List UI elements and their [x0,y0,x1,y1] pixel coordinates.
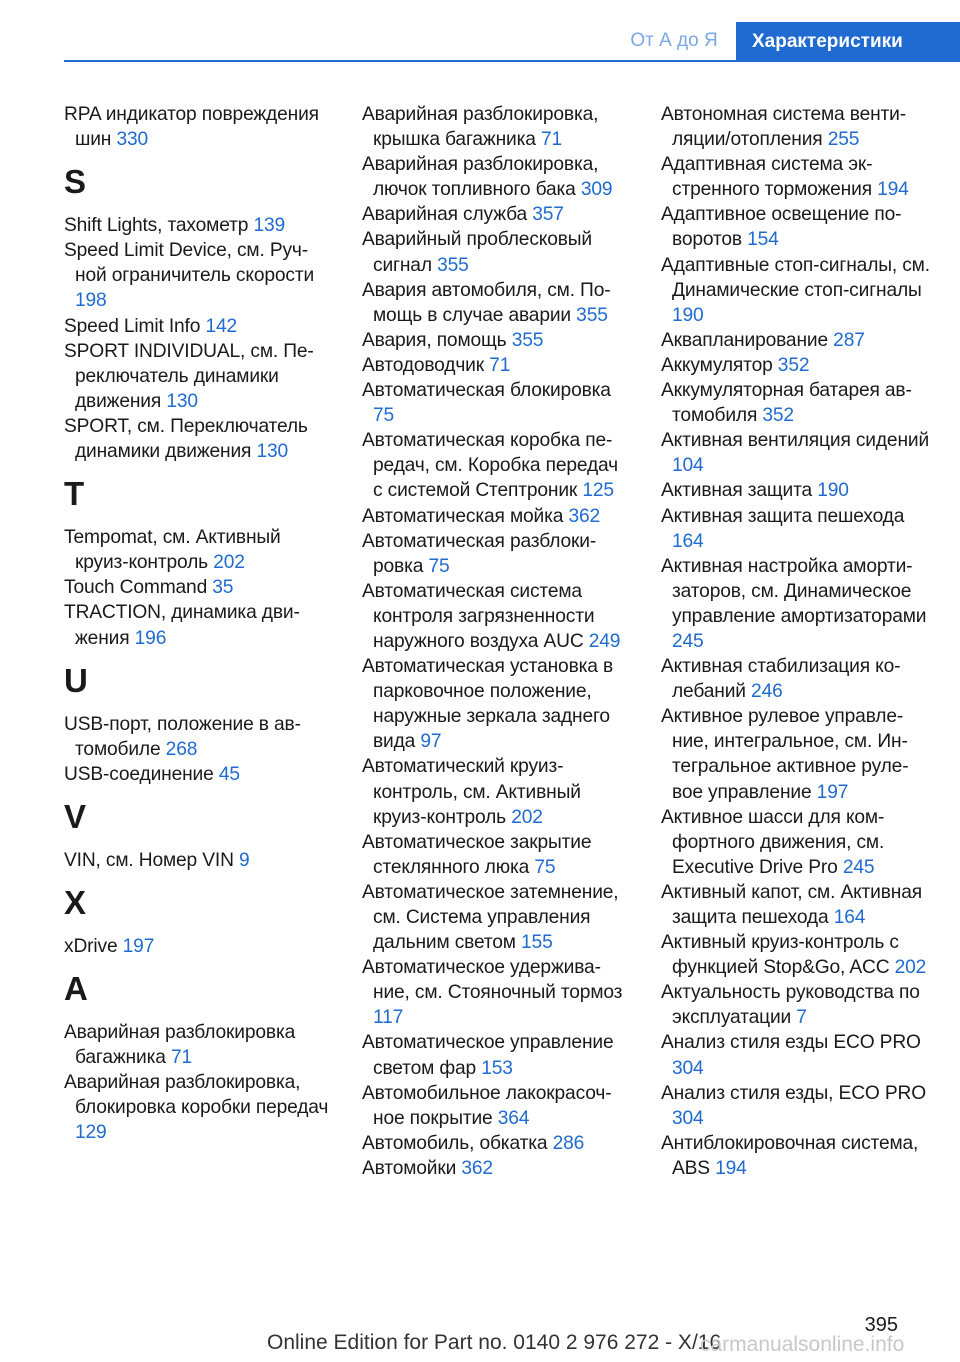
index-entry [64,848,332,873]
page-reference-link[interactable]: 364 [497,1107,530,1129]
page-reference-link[interactable]: 245 [842,856,875,878]
index-entry [661,328,931,353]
index-entry [362,504,630,529]
index-entry-text: SPORT, см. Переключатель динамики движения [64,415,308,463]
page-reference-link[interactable]: 164 [672,530,704,552]
watermark: carmanualsonline.info [700,1333,905,1356]
index-entry [661,1081,931,1131]
page-reference-link[interactable]: 286 [552,1132,585,1154]
index-entry [362,328,630,353]
index-entry [64,712,332,762]
page-reference-link[interactable]: 194 [877,179,909,201]
page-reference-link[interactable]: 355 [511,329,544,351]
index-entry [64,575,332,600]
index-entry [64,934,332,959]
index-column-1 [64,102,332,1146]
index-entry-text: Аварийная разблокировка, лючок топливного бака [362,154,599,201]
page-reference-link[interactable]: 129 [75,1122,107,1144]
page-reference-link[interactable]: 198 [75,290,107,312]
index-entry [661,152,931,202]
footer-edition-text: Online Edition for Part no. 0140 2 976 272 - X/16 [267,1331,722,1354]
index-entry [362,1131,630,1156]
index-entry [661,353,931,378]
page-reference-link[interactable]: 194 [715,1157,747,1179]
index-entry-text: VIN, см. Номер VIN [64,849,239,871]
page-reference-link[interactable]: 196 [134,627,167,649]
page-reference-link[interactable]: 355 [437,254,469,276]
index-entry-text: Аварийный проблесковый сигнал [362,229,592,276]
index-entry-text: Автоматическое закрытие стеклянного люка [362,831,592,878]
index-entry-text: Адаптивные стоп-сигналы, см. Динамические стоп-сигналы [661,254,930,301]
index-letter-heading: S [64,163,87,201]
index-entry [661,930,931,980]
index-entry-text: Автомобильное лакокрасочное покрытие [362,1082,612,1129]
index-entry-text: Активная стабилизация колебаний [661,656,901,703]
header-rule [64,60,960,62]
index-letter-heading: T [64,475,85,513]
index-entry-text: Speed Limit Info [64,315,206,337]
index-entry-text: Активная вентиляция сидений [661,430,930,452]
index-entry-text: Активное шасси для комфортного движения, см. Executive Drive Pro [661,806,885,878]
index-entry [362,202,630,227]
index-entry [661,478,931,503]
index-entry-text: TRACTION, динамика движения [64,602,300,649]
index-entry-text: Аварийная служба [362,204,533,226]
header-chapter-tab[interactable]: Характеристики [736,22,960,62]
page-reference-link[interactable]: 130 [166,390,198,412]
index-letter-heading: V [64,797,87,835]
index-entry [661,504,931,554]
index-entry [64,1070,332,1145]
index-entry-text: Активное рулевое управление, интегральное, см. Интегральное активное рулевое управление [661,706,909,803]
index-entry-text: Аккумулятор [661,354,778,376]
page-reference-link[interactable]: 142 [205,315,238,337]
index-entry-text: Авария автомобиля, см. Помощь в случае аварии [362,279,611,326]
index-entry [64,238,332,313]
index-entry-text: Анализ стиля езды ECO PRO [661,1032,921,1054]
page-reference-link[interactable]: 255 [827,129,860,151]
index-entry [661,880,931,930]
index-entry-text: Аккумуляторная батарея автомобиля [661,380,912,427]
page-reference-link[interactable]: 352 [762,405,794,427]
page-reference-link[interactable]: 352 [777,354,810,376]
index-entry [362,428,630,503]
index-entry-text: Активный круиз-контроль с функцией Stop&Go, ACC [661,932,899,979]
index-entry [64,762,332,787]
index-letter-heading: U [64,661,88,699]
index-entry-text: Автоматическая разблокировка [362,530,597,577]
index-entry-text: Автомойки [362,1157,462,1179]
index-letter-heading: X [64,883,87,921]
index-entry-text: Touch Command [64,577,213,599]
index-entry-text: USB-порт, положение в автомобиле [64,713,301,760]
index-entry-text: Авария, помощь [362,329,512,351]
index-entry-text: Tempomat, см. Активный круиз-контроль [64,527,281,574]
index-entry-text: Автодоводчик [362,354,490,376]
index-entry [661,704,931,804]
index-entry [64,102,332,152]
index-entry-text: Аварийная разблокировка, блокировка коробки передач [64,1072,329,1119]
index-entry-text: Активная защита пешехода [661,505,905,527]
page-reference-link[interactable]: 249 [588,630,621,652]
index-entry [661,654,931,704]
page-reference-link[interactable]: 287 [833,329,865,351]
index-entry-text: Аварийная разблокировка багажника [64,1022,296,1069]
index-entry-text: Автоматический круиз-контроль, см. Активный круиз-контроль [362,756,581,828]
index-entry-text: xDrive [64,935,123,957]
index-entry [362,754,630,829]
page-reference-link[interactable]: 104 [672,455,704,477]
index-entry-text: Автоматическая система контроля загрязненности наружного воздуха AUC [362,580,595,652]
index-entry-text: Адаптивная система экстренного торможения [661,154,878,201]
index-entry [661,1030,931,1080]
index-entry [64,213,332,238]
page-reference-link[interactable]: 97 [420,731,442,753]
page-reference-link[interactable]: 245 [672,630,704,652]
index-entry [362,955,630,1030]
page-number: 395 [864,1314,898,1336]
index-entry [362,227,630,277]
page-reference-link[interactable]: 9 [238,849,250,871]
index-entry [64,339,332,414]
index-entry-text: Адаптивное освещение поворотов [661,204,902,251]
page-reference-link[interactable]: 190 [672,304,704,326]
index-entry [362,152,630,202]
index-entry-text: Актуальность руководства по эксплуатации [661,982,920,1029]
page-reference-link[interactable]: 202 [213,552,245,574]
index-entry-text: Автономная система вентиляции/отопления [661,104,907,151]
page-reference-link[interactable]: 139 [253,215,286,237]
page-reference-link[interactable]: 357 [532,204,564,226]
index-column-2 [362,102,630,1181]
page-reference-link[interactable]: 355 [576,304,608,326]
index-entry [362,579,630,654]
index-entry-text: Автоматическая мойка [362,505,569,527]
index-entry [661,202,931,252]
page-reference-link[interactable]: 304 [672,1107,704,1129]
page-reference-link[interactable]: 362 [568,505,601,527]
page-reference-link[interactable]: 125 [582,480,614,502]
index-entry-text: Автоматическая блокировка [362,380,611,402]
page-reference-link[interactable]: 246 [751,681,783,703]
index-entry [661,378,931,428]
page-reference-link[interactable]: 197 [122,935,155,957]
index-entry [362,278,630,328]
index-entry [661,805,931,880]
index-entry-text: Автоматическая установка в парковочное положение, наружные зеркала заднего вида [362,656,614,753]
index-entry [362,529,630,579]
page-reference-link[interactable]: 154 [747,229,779,251]
page-reference-link[interactable]: 45 [218,763,240,785]
index-entry-text: Автоматическое затемнение, см. Система управления дальним светом [362,881,619,954]
page-reference-link[interactable]: 155 [521,932,553,954]
page-reference-link[interactable]: 117 [373,1007,404,1029]
index-entry [64,600,332,650]
page-reference-link[interactable]: 153 [481,1057,513,1079]
index-entry-text: Активная защита [661,480,818,502]
page-reference-link[interactable]: 71 [540,129,563,151]
index-entry-text: Shift Lights, тахометр [64,215,254,237]
index-entry-text: Speed Limit Device, см. Ручной ограничитель скорости [64,240,315,287]
index-entry [362,1156,630,1181]
index-entry [661,253,931,328]
index-entry [362,830,630,880]
page-reference-link[interactable]: 268 [165,738,198,760]
page-reference-link[interactable]: 75 [373,405,395,427]
index-entry [64,1020,332,1070]
header-section-tab[interactable]: От А до Я [630,30,718,51]
page-reference-link[interactable]: 35 [212,577,234,599]
page-reference-link[interactable]: 7 [796,1007,807,1029]
index-entry [362,378,630,428]
index-entry [661,554,931,654]
index-entry [362,102,630,152]
index-entry [661,980,931,1030]
page-reference-link[interactable]: 202 [511,806,543,828]
page-reference-link[interactable]: 309 [580,179,613,201]
page-reference-link[interactable]: 75 [428,555,450,577]
index-entry-text: Аварийная разблокировка, крышка багажника [362,104,599,151]
index-entry-text: USB-соединение [64,763,219,785]
index-entry-text: Автомобиль, обкатка [362,1132,553,1154]
index-column-3 [661,102,931,1181]
index-entry-text: SPORT INDIVIDUAL, см. Переключатель динамики движения [64,340,314,412]
page-reference-link[interactable]: 362 [461,1157,493,1179]
page-reference-link[interactable]: 75 [534,856,556,878]
page-reference-link[interactable]: 71 [489,354,511,376]
page-reference-link[interactable]: 304 [672,1057,704,1079]
index-letter-heading: А [64,970,88,1008]
index-entry-text: Автоматическая коробка передач, см. Коробка передач с системой Стептроник [362,430,618,502]
index-entry-text: Анализ стиля езды, ECO PRO [661,1082,926,1104]
page-reference-link[interactable]: 202 [894,957,927,979]
index-entry-text: Антиблокировочная система, ABS [661,1132,919,1179]
index-entry [362,1030,630,1080]
index-entry-text: RPA индикатор повреждения шин [64,104,319,151]
index-entry [661,428,931,478]
index-entry-text: Автоматическое удерживание, см. Стояночный тормоз [362,957,623,1004]
index-entry [64,525,332,575]
page-reference-link[interactable]: 130 [256,441,289,463]
index-entry [661,102,931,152]
page-reference-link[interactable]: 164 [833,907,866,928]
index-entry-text: Активный капот, см. Активная защита пешехода [661,881,923,928]
page-reference-link[interactable]: 190 [817,480,849,502]
index-entry [64,414,332,464]
page-reference-link[interactable]: 71 [170,1047,192,1069]
index-entry [362,880,630,955]
index-entry-text: Активная настройка амортизаторов, см. Динамическое управление амортизаторами [661,555,927,627]
index-entry [362,1081,630,1131]
index-entry-text: Автоматическое управление светом фар [362,1032,614,1079]
index-entry [64,314,332,339]
index-entry-text: Аквапланирование [661,329,834,351]
index-entry [661,1131,931,1181]
index-entry [362,654,630,754]
page-reference-link[interactable]: 330 [116,129,149,151]
page-reference-link[interactable]: 197 [816,781,849,803]
page-header [0,0,960,62]
index-entry [362,353,630,378]
